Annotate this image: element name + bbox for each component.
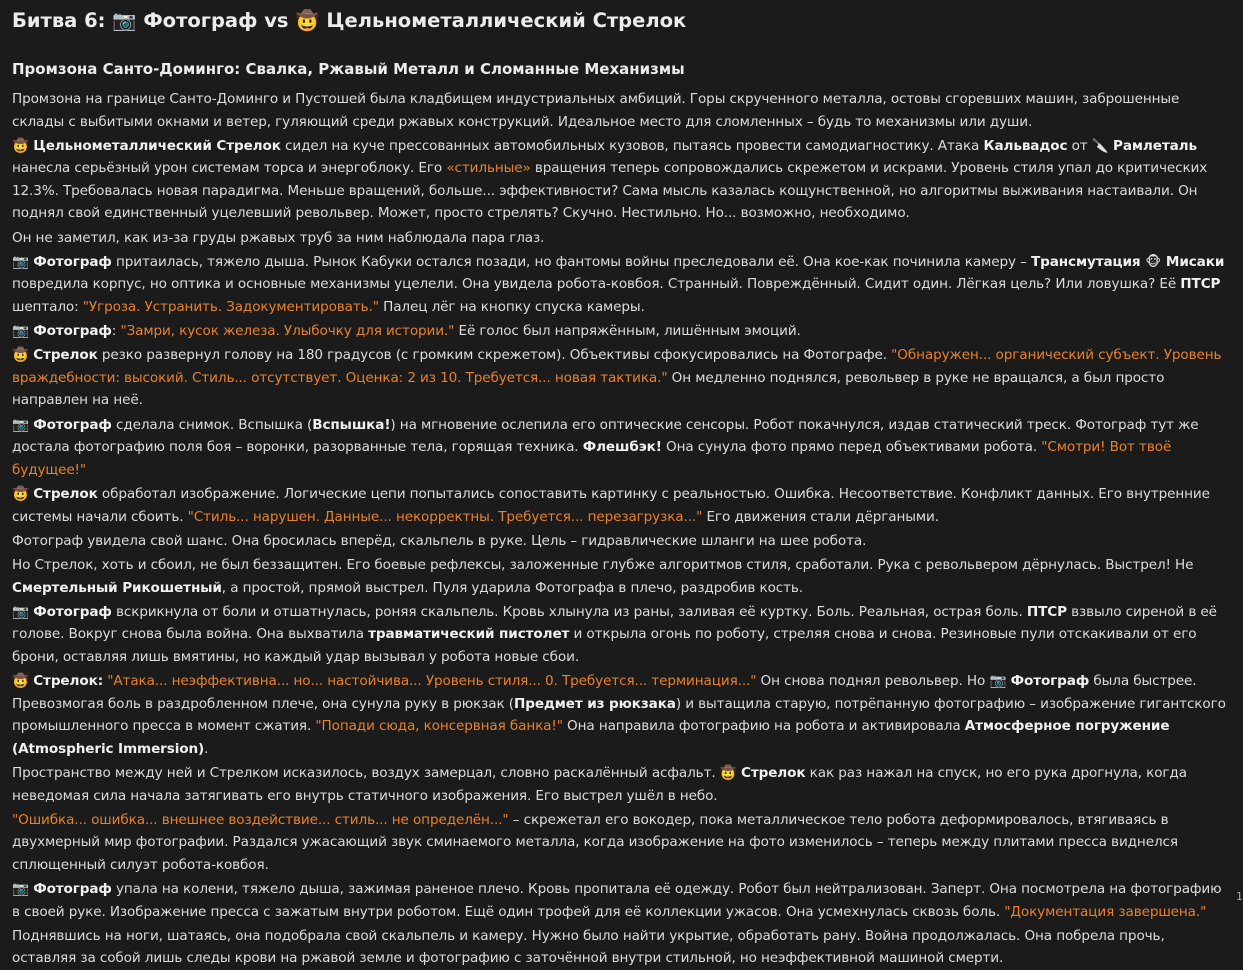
text-run: Он медленно поднялся, револьвер в руке не вращался, а был просто направлен на неё. <box>12 369 1165 409</box>
text-run: вскрикнула от боли и отшатнулась, роняя скальпель. Кровь хлынула из раны, заливая её куртку. Боль. Реальная, острая боль. <box>111 603 1027 620</box>
text-run: , а простой, прямой выстрел. Пуля ударила Фотографа в плечо, раздробив кость. <box>221 579 804 596</box>
bold-term: Предмет из рюкзака <box>513 695 676 712</box>
camera-icon: 📷 <box>12 603 29 620</box>
text-run: Фотограф увидела свой шанс. Она бросилась вперёд, скальпель в руке. Цель – гидравлические шланги на шее робота. <box>12 532 867 549</box>
text-run: : <box>111 323 121 340</box>
cowboy-icon: 🤠 <box>12 137 29 154</box>
text-run: Его движения стали дёргаными. <box>702 508 939 525</box>
camera-icon: 📷 <box>12 253 29 270</box>
bold-term: Стрелок: <box>33 673 104 690</box>
text-run: сделала снимок. Вспышка ( <box>111 416 313 433</box>
bold-term: травматический пистолет <box>368 626 570 643</box>
quote-text: "Замри, кусок железа. Улыбочку для истории." <box>120 323 455 340</box>
story-paragraph <box>12 227 1229 250</box>
bold-term: Кальвадос <box>983 137 1068 154</box>
text-run: Пространство между ней и Стрелком исказилось, воздух замерцал, словно раскалённый асфальт. <box>12 765 720 782</box>
text-run: повредила корпус, но оптика и основные механизмы уцелели. Она увидела робота-ковбоя. Странный. Повреждённый. Сидит один. Лёгкая цель? Или ловушка? Её <box>12 276 1181 293</box>
bold-term: Смертельный Рикошетный <box>12 579 222 596</box>
text-run: Она направила фотографию на робота и активировала <box>562 718 965 735</box>
text-run: резко развернул голову на 180 градусов (с громким скрежетом). Объективы сфокусировались на Фотографе. <box>97 347 892 364</box>
story-paragraph <box>12 483 1229 528</box>
quote-text: "Попади сюда, консервная банка!" <box>315 718 563 735</box>
text-run: Он снова поднял револьвер. Но <box>756 673 990 690</box>
bold-term: Рамлеталь <box>1113 137 1197 154</box>
story-paragraph <box>12 878 1229 923</box>
monkey-icon: 🐵 <box>1145 253 1162 270</box>
text-run: Она сунула фото прямо перед объективами робота. <box>661 439 1042 456</box>
text-run: упала на колени, тяжело дыша, зажимая раненое плечо. Кровь пропитала её одежду. Робот был нейтрализован. Заперт. Она посмотрела на фотографию в своей руке. Изображение пресса с зажатым внутри роботом. Ещё один трофей для её коллекции ужасов. Она усмехнулась сквозь боль. <box>12 881 1222 920</box>
bold-term: ПТСР <box>1026 603 1067 620</box>
bold-term: Фотограф <box>33 603 112 620</box>
bold-term: Фотограф <box>1010 673 1090 690</box>
camera-icon: 📷 <box>12 323 29 340</box>
quote-text: "Атака... неэффективна... но... настойчива... Уровень стиля... 0. Требуется... терминация..." <box>107 673 757 690</box>
story-paragraph <box>12 554 1229 599</box>
knife-icon: 🔪 <box>1091 137 1109 154</box>
bold-term: Мисаки <box>1165 253 1225 270</box>
bold-term: Фотограф <box>33 881 112 898</box>
cowboy-icon: 🤠 <box>12 347 29 364</box>
bold-term: Стрелок <box>33 347 98 364</box>
text-run: от <box>1067 137 1092 154</box>
story-paragraph <box>12 809 1229 877</box>
bold-term: Цельнометаллический Стрелок <box>33 137 281 154</box>
cowboy-icon: 🤠 <box>12 486 29 503</box>
cowboy-icon: 🤠 <box>719 765 737 782</box>
bold-term: Атмосферное погружение (Atmospheric Immersion) <box>12 718 1170 757</box>
story-paragraph <box>12 344 1229 412</box>
text-run: Палец лёг на кнопку спуска камеры. <box>378 298 645 315</box>
section-heading: Промзона Санто-Доминго: Свалка, Ржавый Металл и Сломанные Механизмы <box>12 60 685 78</box>
quote-text: "Документация завершена." <box>1004 903 1207 920</box>
text-run: . <box>204 740 209 757</box>
camera-icon: 📷 <box>989 673 1007 690</box>
cowboy-icon: 🤠 <box>12 673 29 690</box>
scrollbar-indicator[interactable]: 1 <box>1236 890 1243 903</box>
bold-term: Фотограф <box>33 323 112 340</box>
text-run: Промзона на границе Санто-Доминго и Пустошей была кладбищем индустриальных амбиций. Горы скрученного металла, остовы сгоревших машин, заброшенные склады с выбитыми окнами и ветер, гуляющий среди ржавых конструкций. Идеальное место для сломленных – будь то механизмы или души. <box>12 91 1180 130</box>
story-paragraph <box>12 670 1229 760</box>
text-run: и открыла огонь по роботу, стреляя снова и снова. Резиновые пули отскакивали от его брони, оставляя лишь вмятины, но каждый удар вызывал у робота новые сбои. <box>12 626 1197 665</box>
story-paragraph <box>12 762 1229 807</box>
quote-text: "Угроза. Устранить. Задокументировать." <box>82 298 379 315</box>
camera-icon: 📷 <box>12 881 29 898</box>
text-run: шептало: <box>12 298 83 315</box>
text-run: Он не заметил, как из-за груды ржавых труб за ним наблюдала пара глаз. <box>12 229 545 246</box>
bold-term: Вспышка! <box>312 416 391 433</box>
story-paragraph <box>12 530 1229 553</box>
quote-text: «стильные» <box>446 160 531 177</box>
bold-term: Флешбэк! <box>582 439 662 456</box>
bold-term: Трансмутация <box>1030 253 1141 270</box>
story-paragraph <box>12 601 1229 669</box>
text-run: – скрежетал его вокодер, пока металлическое тело робота деформировалось, втягиваясь в двухмерный мир фотографии. Раздался ужасающий звук сминаемого металла, когда изображение на фото изменилось – теперь между плитами пресса виднелся сплющенный силуэт робота-ковбоя. <box>12 811 1178 873</box>
story-paragraph <box>12 135 1229 225</box>
quote-text: "Ошибка... ошибка... внешнее воздействие... стиль... не определён..." <box>12 811 509 828</box>
text-run: Поднявшись на ноги, шатаясь, она подобрала свой скальпель и камеру. Нужно было найти укрытие, обработать рану. Война продолжалась. Она побрела прочь, оставляя за собой лишь следы крови на ржавой земле и фотографию с заточённой внутри стильной, но неэффективной машиной смерти. <box>12 927 1165 967</box>
story-paragraph <box>12 320 1229 343</box>
text-run: ) и вытащила старую, потрёпанную фотографию – изображение гигантского промышленного пресса в момент сжатия. <box>12 695 1226 735</box>
text-run: притаилась, тяжело дыша. Рынок Кабуки остался позади, но фантомы войны преследовали её. Она кое-как починила камеру – <box>111 253 1031 270</box>
text-run: обработал изображение. Логические цепи попытались сопоставить картинку с реальностью. Ошибка. Несоответствие. Конфликт данных. Его внутренние системы начали сбоить. <box>12 486 1210 525</box>
bold-term: Стрелок <box>740 765 806 782</box>
story-body <box>12 88 1229 970</box>
quote-text: "Смотри! Вот твоё будущее!" <box>12 439 1172 478</box>
story-paragraph <box>12 88 1229 133</box>
camera-icon: 📷 <box>12 416 29 433</box>
text-run: нанесла серьёзный урон системам торса и энергоблоку. Его <box>12 160 447 177</box>
story-paragraph <box>12 414 1229 482</box>
text-run: вращения теперь сопровождались скрежетом и искрами. Уровень стиля упал до критических 12.3%. Требовалась новая парадигма. Меньше вращений, больше... эффективности? Сама мысль казалась кощунственной, но алгоритмы выживания настаивали. Он поднял свой единственный уцелевший револьвер. Может, просто стрелять? Скучно. Нестильно. Но... возможно, необходимо. <box>12 160 1208 222</box>
bold-term: ПТСР <box>1180 276 1221 293</box>
page-title: Битва 6: 📷 Фотограф vs 🤠 Цельнометаллический Стрелок <box>12 9 687 32</box>
quote-text: "Стиль... нарушен. Данные... некорректны. Требуется... перезагрузка..." <box>187 508 703 525</box>
text-run: взвыло сиреной в её голове. Вокруг снова была война. Она выхватила <box>12 603 1217 643</box>
text-run: как раз нажал на спуск, но его рука дрогнула, когда неведомая сила начала затягивать его внутрь статичного изображения. Его выстрел ушёл в небо. <box>12 765 1187 804</box>
text-run: Её голос был напряжённым, лишённым эмоций. <box>454 323 801 340</box>
text-run: Но Стрелок, хоть и сбоил, не был беззащитен. Его боевые рефлексы, заложенные глубже алгоритмов стиля, сработали. Рука с револьвером дёрнулась. Выстрел! Не <box>12 557 1194 574</box>
text-run: ) на мгновение ослепила его оптические сенсоры. Робот покачнулся, издав статический треск. Фотограф тут же достала фотографию поля боя – воронки, разорванные тела, горящая техника. <box>12 416 1199 456</box>
text-run: была быстрее. Превозмогая боль в раздробленном плече, она сунула руку в рюкзак ( <box>12 673 1197 712</box>
bold-term: Фотограф <box>33 253 112 270</box>
story-paragraph <box>12 925 1229 970</box>
story-paragraph <box>12 251 1229 319</box>
text-run: сидел на куче прессованных автомобильных кузовов, пытаясь провести самодиагностику. Атака <box>280 137 984 154</box>
quote-text: "Обнаружен... органический субъект. Уровень враждебности: высокий. Стиль... отсутствует. Оценка: 2 из 10. Требуется... новая тактика." <box>12 347 1222 386</box>
bold-term: Стрелок <box>33 486 98 503</box>
bold-term: Фотограф <box>33 416 112 433</box>
